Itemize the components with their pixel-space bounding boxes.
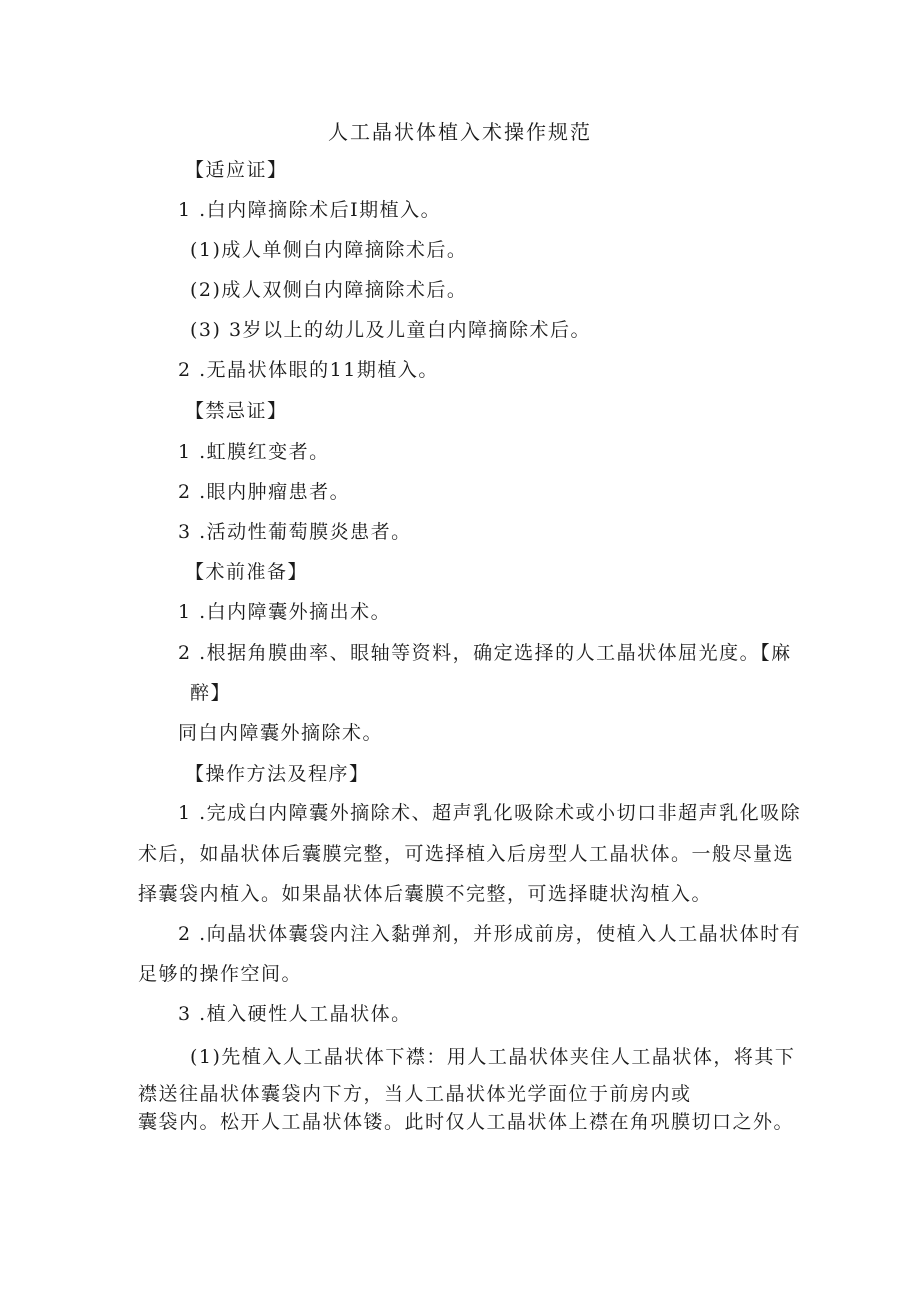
procedure-line: 囊袋内。松开人工晶状体镂。此时仅人工晶状体上襟在角巩膜切口之外。 <box>138 1111 795 1133</box>
procedure-line: 3 .植入硬性人工晶状体。 <box>178 1003 412 1025</box>
anesthesia-heading-continuation: 醉】 <box>190 682 232 704</box>
procedure-line: 择囊袋内植入。如果晶状体后囊膜不完整，可选择睫状沟植入。 <box>138 883 713 905</box>
section-heading-preparation: 【术前准备】 <box>185 561 309 583</box>
indication-item: (3) 3岁以上的幼儿及儿童白内障摘除术后。 <box>190 319 592 341</box>
preparation-item: 1 .白内障囊外摘出术。 <box>178 601 392 623</box>
section-heading-procedure: 【操作方法及程序】 <box>185 763 370 785</box>
procedure-line: 足够的操作空间。 <box>138 963 303 985</box>
preparation-item: 2 .根据角膜曲率、眼轴等资料，确定选择的人工晶状体屈光度。【麻 <box>178 642 792 664</box>
anesthesia-text: 同白内障囊外摘除术。 <box>178 722 384 744</box>
procedure-line: 2 .向晶状体囊袋内注入黏弹剂，并形成前房，使植入人工晶状体时有 <box>178 923 802 945</box>
section-heading-contraindications: 【禁忌证】 <box>185 400 288 422</box>
indication-item: (1)成人单侧白内障摘除术后。 <box>190 239 468 261</box>
indication-item: (2)成人双侧白内障摘除术后。 <box>190 279 468 301</box>
procedure-line: 襟送往晶状体囊袋内下方，当人工晶状体光学面位于前房内或 <box>138 1083 692 1105</box>
contraindication-item: 2 .眼内肿瘤患者。 <box>178 481 351 503</box>
contraindication-item: 3 .活动性葡萄膜炎患者。 <box>178 521 412 543</box>
indication-item: 2 .无晶状体眼的11期植入。 <box>178 359 439 381</box>
procedure-line: 术后，如晶状体后囊膜完整，可选择植入后房型人工晶状体。一般尽量选 <box>138 843 795 865</box>
document-title: 人工晶状体植入术操作规范 <box>328 120 592 144</box>
section-heading-indications: 【适应证】 <box>185 159 288 181</box>
procedure-line: 1 .完成白内障囊外摘除术、超声乳化吸除术或小切口非超声乳化吸除 <box>178 802 802 824</box>
procedure-line: (1)先植入人工晶状体下襟：用人工晶状体夹住人工晶状体，将其下 <box>190 1046 796 1068</box>
contraindication-item: 1 .虹膜红变者。 <box>178 441 330 463</box>
indication-item: 1 .白内障摘除术后I期植入。 <box>178 199 442 221</box>
